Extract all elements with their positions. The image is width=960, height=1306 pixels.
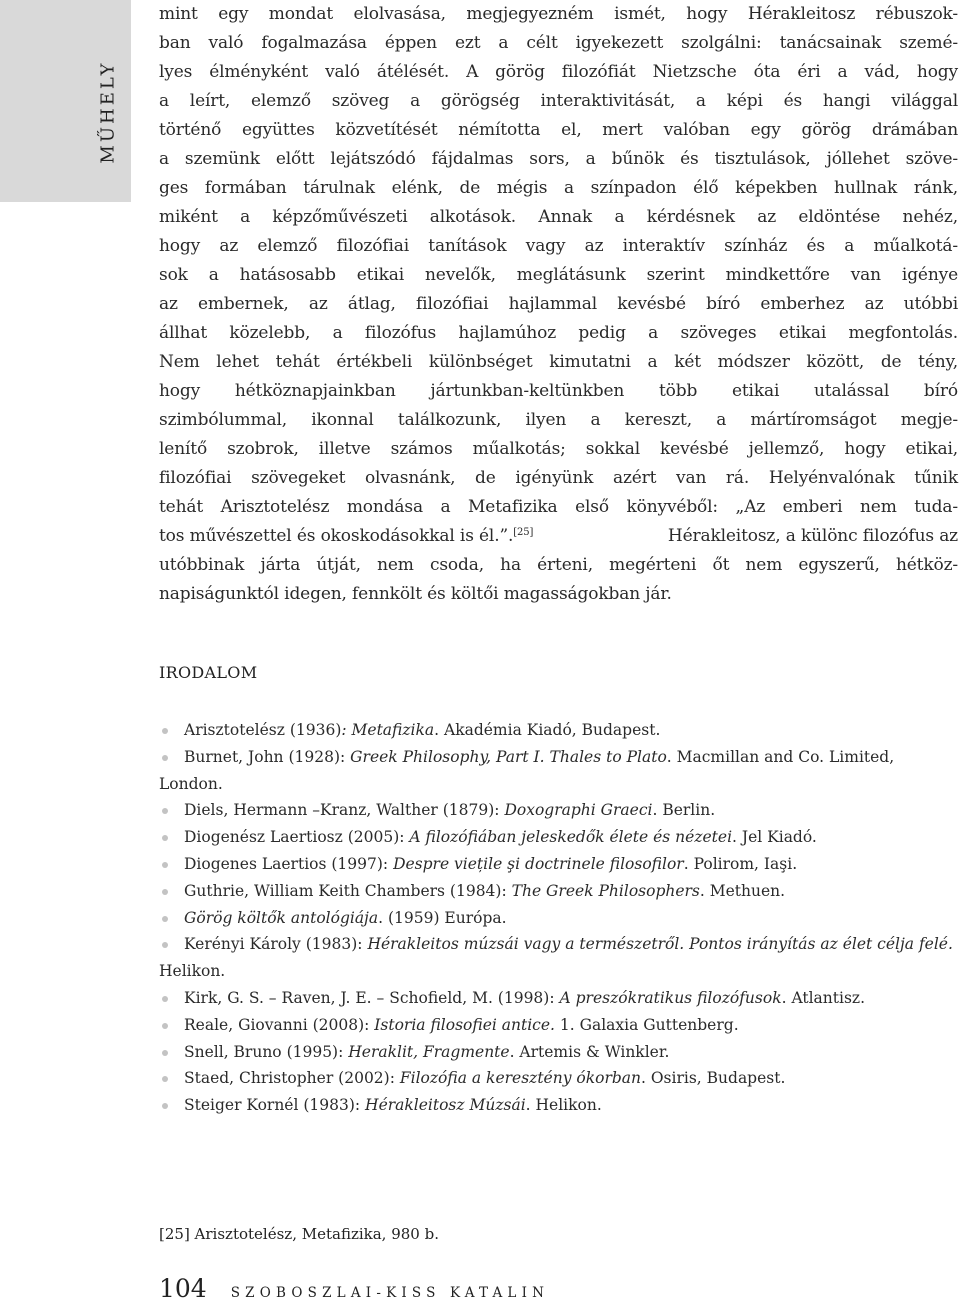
text-line: tehát Arisztotelész mondása a Metafizika első könyvéből: „Az emberi nem tuda-: [159, 497, 958, 517]
text-line: mint egy mondat elolvasása, megjegyezném ismét, hogy Hérakleitosz rébuszok-: [159, 4, 958, 24]
text-line-start: tos művészettel és okoskodásokkal is él.”.[25]: [159, 526, 534, 546]
text-line: napiságunktól idegen, fennkölt és költői magasságokban jár.: [159, 584, 672, 604]
reference-item: Steiger Kornél (1983): Hérakleitosz Múzsái. Helikon.: [159, 1092, 959, 1119]
bullet-icon: [162, 835, 168, 841]
reference-item: Kirk, G. S. – Raven, J. E. – Schofield, M. (1998): A preszókratikus filozófusok. Atlantisz.: [159, 985, 959, 1012]
text-line: Nem lehet tehát értékbeli különbséget kimutatni a két módszer között, de tény,: [159, 352, 958, 372]
bullet-icon: [162, 996, 168, 1002]
text-line: lyes élményként való átélését. A görög filozófiát Nietzsche óta éri a vád, hogy: [159, 62, 958, 82]
bullet-icon: [162, 889, 168, 895]
bullet-icon: [162, 862, 168, 868]
main-text: [159, 0, 958, 609]
text-line: hogy az elemző filozófiai tanítások vagy az interaktív színház és a műalkotá-: [159, 236, 958, 256]
reference-item: Staed, Christopher (2002): Filozófia a keresztény ókorban. Osiris, Budapest.: [159, 1065, 959, 1092]
reference-item: Görög költők antológiája. (1959) Európa.: [159, 905, 959, 932]
reference-item: Snell, Bruno (1995): Heraklit, Fragmente. Artemis & Winkler.: [159, 1039, 959, 1066]
text-line: [159, 522, 958, 551]
bullet-icon: [162, 808, 168, 814]
text-line: ges formában tárulnak elénk, de mégis a színpadon élő képekben hullnak ránk,: [159, 178, 958, 198]
reference-item: Arisztotelész (1936): Metafizika. Akadémia Kiadó, Budapest.: [159, 717, 959, 744]
reference-item: Guthrie, William Keith Chambers (1984): The Greek Philosophers. Methuen.: [159, 878, 959, 905]
text-line: filozófiai szövegeket olvasnánk, de igényünk azért van rá. Helyénvalónak tűnik: [159, 468, 958, 488]
reference-item: Diels, Hermann –Kranz, Walther (1879): Doxographi Graeci. Berlin.: [159, 797, 959, 824]
text-line: ban való fogalmazása éppen ezt a célt igyekezett szolgálni: tanácsainak szemé-: [159, 33, 958, 53]
bullet-icon: [162, 1103, 168, 1109]
bullet-icon: [162, 1076, 168, 1082]
text-line: lenítő szobrok, illetve számos műalkotás; sokkal kevésbé jellemző, hogy etikai,: [159, 439, 958, 459]
text-line: történő együttes közvetítését némította el, mert valóban egy görög drámában: [159, 120, 958, 140]
reference-item: Diogenész Laertiosz (2005): A filozófiában jeleskedők élete és nézetei. Jel Kiadó.: [159, 824, 959, 851]
page-number: 104: [159, 1274, 207, 1303]
page-footer: [159, 1274, 549, 1306]
text-line: miként a képzőművészeti alkotások. Annak a kérdésnek az eldöntése nehéz,: [159, 207, 958, 227]
text-line: a leírt, elemző szöveg a görögség interaktivitását, a képi és hangi világgal: [159, 91, 958, 111]
text-line: utóbbinak járta útját, nem csoda, ha érteni, megérteni őt nem egyszerű, hétköz-: [159, 555, 958, 575]
text-line: sok a hatásosabb etikai nevelők, meglátásunk szerint mindkettőre van igénye: [159, 265, 958, 285]
bullet-icon: [162, 942, 168, 948]
reference-item: Diogenes Laertios (1997): Despre viețile şi doctrinele filosofilor. Polirom, Iaşi.: [159, 851, 959, 878]
reference-item: Burnet, John (1928): Greek Philosophy, Part I. Thales to Plato. Macmillan and Co. Limited, London.: [159, 747, 895, 793]
section-tab-label: MŰHELY: [97, 60, 119, 164]
bullet-icon: [162, 1023, 168, 1029]
author-name: SZOBOSZLAI-KISS KATALIN: [230, 1285, 550, 1301]
bullet-icon: [162, 1050, 168, 1056]
text-line: az embernek, az átlag, filozófiai hajlammal kevésbé bíró emberhez az utóbbi: [159, 294, 958, 314]
text-line: hogy hétköznapjainkban jártunkban-keltünkben több etikai utalással bíró: [159, 381, 958, 401]
references-list: [159, 717, 959, 1119]
bullet-icon: [162, 755, 168, 761]
reference-item: Reale, Giovanni (2008): Istoria filosofiei antice. 1. Galaxia Guttenberg.: [159, 1012, 959, 1039]
text-line: állhat közelebb, a filozófus hajlamúhoz pedig a szöveges etikai megfontolás.: [159, 323, 958, 343]
bullet-icon: [162, 916, 168, 922]
references-heading: IRODALOM: [159, 663, 258, 682]
bullet-icon: [162, 728, 168, 734]
section-tab: [0, 0, 131, 202]
text-line: a szemünk előtt lejátszódó fájdalmas sors, a bűnök és tisztulások, jóllehet szöve-: [159, 149, 958, 169]
footnote-marker[interactable]: [25]: [513, 527, 534, 538]
footnote: [25] Arisztotelész, Metafizika, 980 b.: [159, 1225, 439, 1243]
text-line: szimbólummal, ikonnal találkozunk, ilyen a kereszt, a mártíromságot megje-: [159, 410, 958, 430]
text-line-end: Hérakleitosz, a különc filozófus az: [662, 526, 958, 546]
reference-item: Kerényi Károly (1983): Hérakleitos múzsái vagy a természetről. Pontos irányítás az élet célja felé. Helikon.: [159, 935, 953, 981]
